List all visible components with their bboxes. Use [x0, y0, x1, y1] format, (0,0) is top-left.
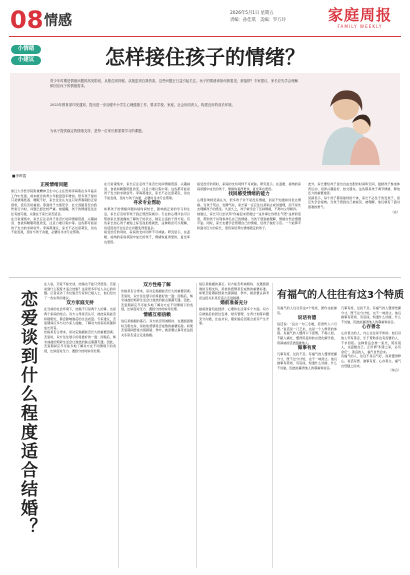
section-title: 情感: [44, 13, 72, 29]
article1-byline: ■李晔霞: [12, 174, 27, 178]
article3-end: （综合）: [388, 368, 401, 373]
tag-pill-top: 小情绪: [11, 45, 41, 54]
article1-body2b: 接受治疗的同时，家庭的支持同样不可或缺。研究显示，在温暖、接纳的家庭氛围中成长的孩子，情绪恢复得更快，复发率也更低。: [104, 230, 190, 244]
page-number: 08: [10, 6, 44, 34]
brand-cn: 家庭周报: [327, 6, 392, 24]
article2-sub4: 婚前准备充分: [220, 301, 248, 307]
article1-sub2: 寻求专业帮助: [133, 201, 161, 207]
article1-body2c: 接受治疗的同时，家庭的支持同样不可或缺。研究显示，在温暖、接纳的家庭氛围中成长的孩子，情绪恢复得更快，复发率也更低。: [197, 182, 301, 191]
article3-col2: [341, 306, 401, 373]
article2-body-d2: 信任是婚姻的基石。双方能否坦诚相待、在遇到困难时互相支持，是检验感情是否成熟的重要标准。如果恋爱期间经常出现猜疑、争吵，就需要认真考虑这段关系是否适合走进婚姻。: [199, 282, 269, 300]
article3-col1: [277, 306, 337, 371]
article1-sub1: 正视情绪问题: [40, 183, 68, 188]
article1-body1b: 在日常观察中，家长应注意孩子是否长时间情绪低落、兴趣减退、食欲和睡眠明显改变、注意力难以集中等。这些都可能是孩子发出的求助信号。李海燕建议，家长不必过度紧张，但也不能忽视，及时与孩子沟通，必要时寻求专业帮助。: [11, 216, 97, 235]
article3-body-d: 心存善念的人，内心往往是平和的。他们对他人怀有善意，乐于帮助身边有需要的人，不求回报。这种善良会像一束光，照亮别人，也温暖自己。正所谓“积善之家，必有余庆”，善良的人，福气自然会来。: [341, 331, 401, 354]
article2-title-vertical: 恋爱谈到什么程度适合结婚？: [17, 290, 37, 537]
article2-body-d: 信任是婚姻的基石。双方能否坦诚相待、在遇到困难时互相支持，是检验感情是否成熟的重要标准。如果恋爱期间经常出现猜疑、争吵，就需要认真考虑这段关系是否适合走进婚姻。: [121, 318, 193, 337]
article3-body-c2: 凡事有度，过犹不及。有福气的人懂得把握分寸，既不过分计较，也不一味退让。他们做事有原则、有底线，知道什么该做、什么不该做，因此能赢得他人的尊重和信任。: [341, 306, 401, 324]
article1-col3: [197, 182, 301, 230]
divider-article1: [9, 277, 401, 278]
editor-line: 责编：孙佳琪 美编：罗万玲: [230, 18, 286, 23]
tag-pill-bottom: 小建议: [11, 56, 41, 65]
article1-body1: 浙江大学医学院附属精神卫生中心主任医师李海燕在多年临床工作中发现，前来就诊的青少年数量逐年增加。很多孩子最初只是情绪低落、睡眠不好，家长往往认为这只是青春期的正常现象，没有及时重视。等到孩子出现厌学、社交退缩甚至自我伤害行为时，问题已经比较严重。她提醒，孩子的情绪变化往往有迹可循，关键在于家长是否留意。: [11, 189, 97, 216]
divider-a2-col2: [196, 283, 197, 568]
date-line: 2026年5月1日 星期五: [230, 11, 274, 16]
article3-sub3: 心存善念: [361, 325, 381, 331]
article1-intro3: 为孩子提供稳定的情绪支持，是每一位家长都需要学习的课题。: [50, 129, 145, 133]
article1-end: （完）: [390, 209, 400, 214]
article3-body-b: 俗话说：“良言一句三冬暖，恶语伤人六月寒。”说话是一门艺术，也是一个人修养的体现。有福气的人懂得口下留情，不揭人短，不戳人痛处，懂得用温和的言语化解矛盾，用真诚的话语温暖他人。: [277, 322, 337, 345]
article3-sub1: 说话有德: [297, 316, 317, 322]
article1-body3: 心理咨询师吴颖认为，很多孩子并不是没有情绪，而是不知道如何表达情绪。当孩子哭泣、发脾气时，家长第一反应往往是制止或讲道理，而不是先去理解孩子的感受。久而久之，孩子就学会了压抑情绪，不再向父母倾诉。: [197, 198, 301, 212]
brand-logo: [318, 7, 402, 29]
article1-intro2: 2025年教育部印发通知，提出进一步加强中小学生心理健康工作，要求学校、家庭、社会协同育人，构建良好的成长环境。: [50, 103, 235, 107]
article1-body3c: 此外，家长要给孩子留出自由支配的时间和空间，鼓励孩子参加体育运动、培养兴趣爱好、结交朋友。这些都是孩子调节情绪、释放压力的重要途径。: [308, 182, 400, 196]
article2-col3: [199, 282, 269, 326]
article2-sub3: 情感互相信赖: [143, 312, 171, 318]
article3-body-a: 有福气的人往往有这3个特质，愿你也能拥有。: [277, 306, 337, 315]
article1-col1: [11, 182, 97, 235]
article2-col1: [44, 282, 116, 353]
article1-col2: [104, 182, 190, 244]
divider-a2-col: [118, 283, 119, 568]
article1-col4: [308, 182, 400, 214]
article1-sub3: 找回感受情绪的能力: [228, 192, 270, 198]
article2-body-b: 在当前的社会环境下，结婚不只是两个人的事，也是两个家庭的结合。双方父母是否认可、彼此家庭能否和睦相处，都会影响婚后的生活质量。专家建议，恋爱期间应多与对方家人接触，了解对方的家庭氛围和成长背景。: [44, 307, 116, 330]
article3-sub2: 做事有度: [297, 346, 317, 352]
illustration: [300, 77, 396, 165]
article1-body3b: 她建议，家长可以尝试用“你看起来很难过”“这件事让你很生气吧”这样的话语，帮助孩子识别和命名自己的情绪。当孩子感到被理解，情绪自然会慢慢平复。同时，家长也要学会管理自己的情绪，给孩子做好示范。一个能够平和面对压力的家长，更容易培养出情绪稳定的孩子。: [197, 211, 301, 230]
article3-body-c: 凡事有度，过犹不及。有福气的人懂得把握分寸，既不过分计较，也不一味退让。他们做事有原则、有底线，知道什么该做、什么不该做，因此能赢得他人的尊重和信任。: [277, 352, 337, 370]
article2-body-a: 在人说，恋爱不能光谈，结婚也不能只凭感觉。恋爱谈到什么程度才适合结婚？这是很多年轻人关心的问题。记者采访了多位婚恋专家和已婚人士，他们给出了一些实用的建议。: [44, 282, 116, 300]
article2-sub2: 双方性格了解: [143, 283, 171, 288]
article1-body2: 如果孩子的情绪问题持续时间较长，影响到正常的学习和生活，家长应及时带孩子到正规医院就诊。专业的心理评估可以帮助家长更准确地了解孩子的状态，制定合适的干预方案。有些家长担心孩子被贴上标签而拒绝就医，这种顾虑可以理解，但延误治疗往往会让问题变得更复杂。: [104, 207, 190, 230]
article1-intro-box: [10, 73, 400, 171]
divider-a2-a3: [272, 283, 273, 568]
article1-title: 怎样接住孩子的情绪？: [105, 45, 305, 69]
article2-col2: [121, 282, 193, 337]
article2-body-e: 婚前准备包括经济、心理和生活等多个方面。双方应就婚后的居住安排、财务管理、生育计划等问题充分沟通，达成共识，避免婚后因观念差异产生矛盾。: [199, 307, 269, 326]
article1-intro: 青少年时期是情绪问题的高发阶段，从焦虑到抑郁，从叛逆到自我伤害，这些问题正日益引起关注。孩子的情绪该如何被看见、被接纳？专家建议，家长应先学会理解和回应孩子的情绪需求。: [50, 79, 298, 89]
article2-body-c2: 性格是否合得来，是决定婚姻能否长久的重要因素。恋爱时，双方往往展示的是最好的一面；而婚后，柴米油盐的琐碎生活会让彼此的缺点暴露无遗。因此，恋爱期间应尽可能多地了解对方在不同情境下的表现，比如面对压力、遇到分歧时如何处理。: [121, 289, 193, 312]
article3-body-e: 有福气的人，往往不是运气好，而是懂得修心。说话有德、做事有度、心存善念，福气自然随之而来。: [341, 354, 401, 368]
header-rule: [9, 36, 401, 37]
article3-title: 有福气的人往往有这3个特质: [277, 290, 404, 301]
article1-body2pre: 在日常观察中，家长应注意孩子是否长时间情绪低落、兴趣减退、食欲和睡眠明显改变、注意力难以集中等。这些都可能是孩子发出的求助信号。李海燕建议，家长不必过度紧张，但也不能忽视，及时与孩子沟通，必要时寻求专业帮助。: [104, 182, 190, 200]
article2-body-c: 性格是否合得来，是决定婚姻能否长久的重要因素。恋爱时，双方往往展示的是最好的一面；而婚后，柴米油盐的琐碎生活会让彼此的缺点暴露无遗。因此，恋爱期间应尽可能多地了解对方在不同情境下的表现，比如面对压力、遇到分歧时如何处理。: [44, 330, 116, 353]
article2-sub1: 双方家庭支持: [66, 301, 94, 307]
article1-body3d: 吴颖表示，每个孩子都是独特的个体，家长不必急于改变孩子，而应先学会接纳。当孩子感到自己被看见、被理解，他们就有了面对困难的勇气。: [308, 195, 400, 209]
brand-en: FAMILY WEEKLY: [337, 24, 383, 29]
